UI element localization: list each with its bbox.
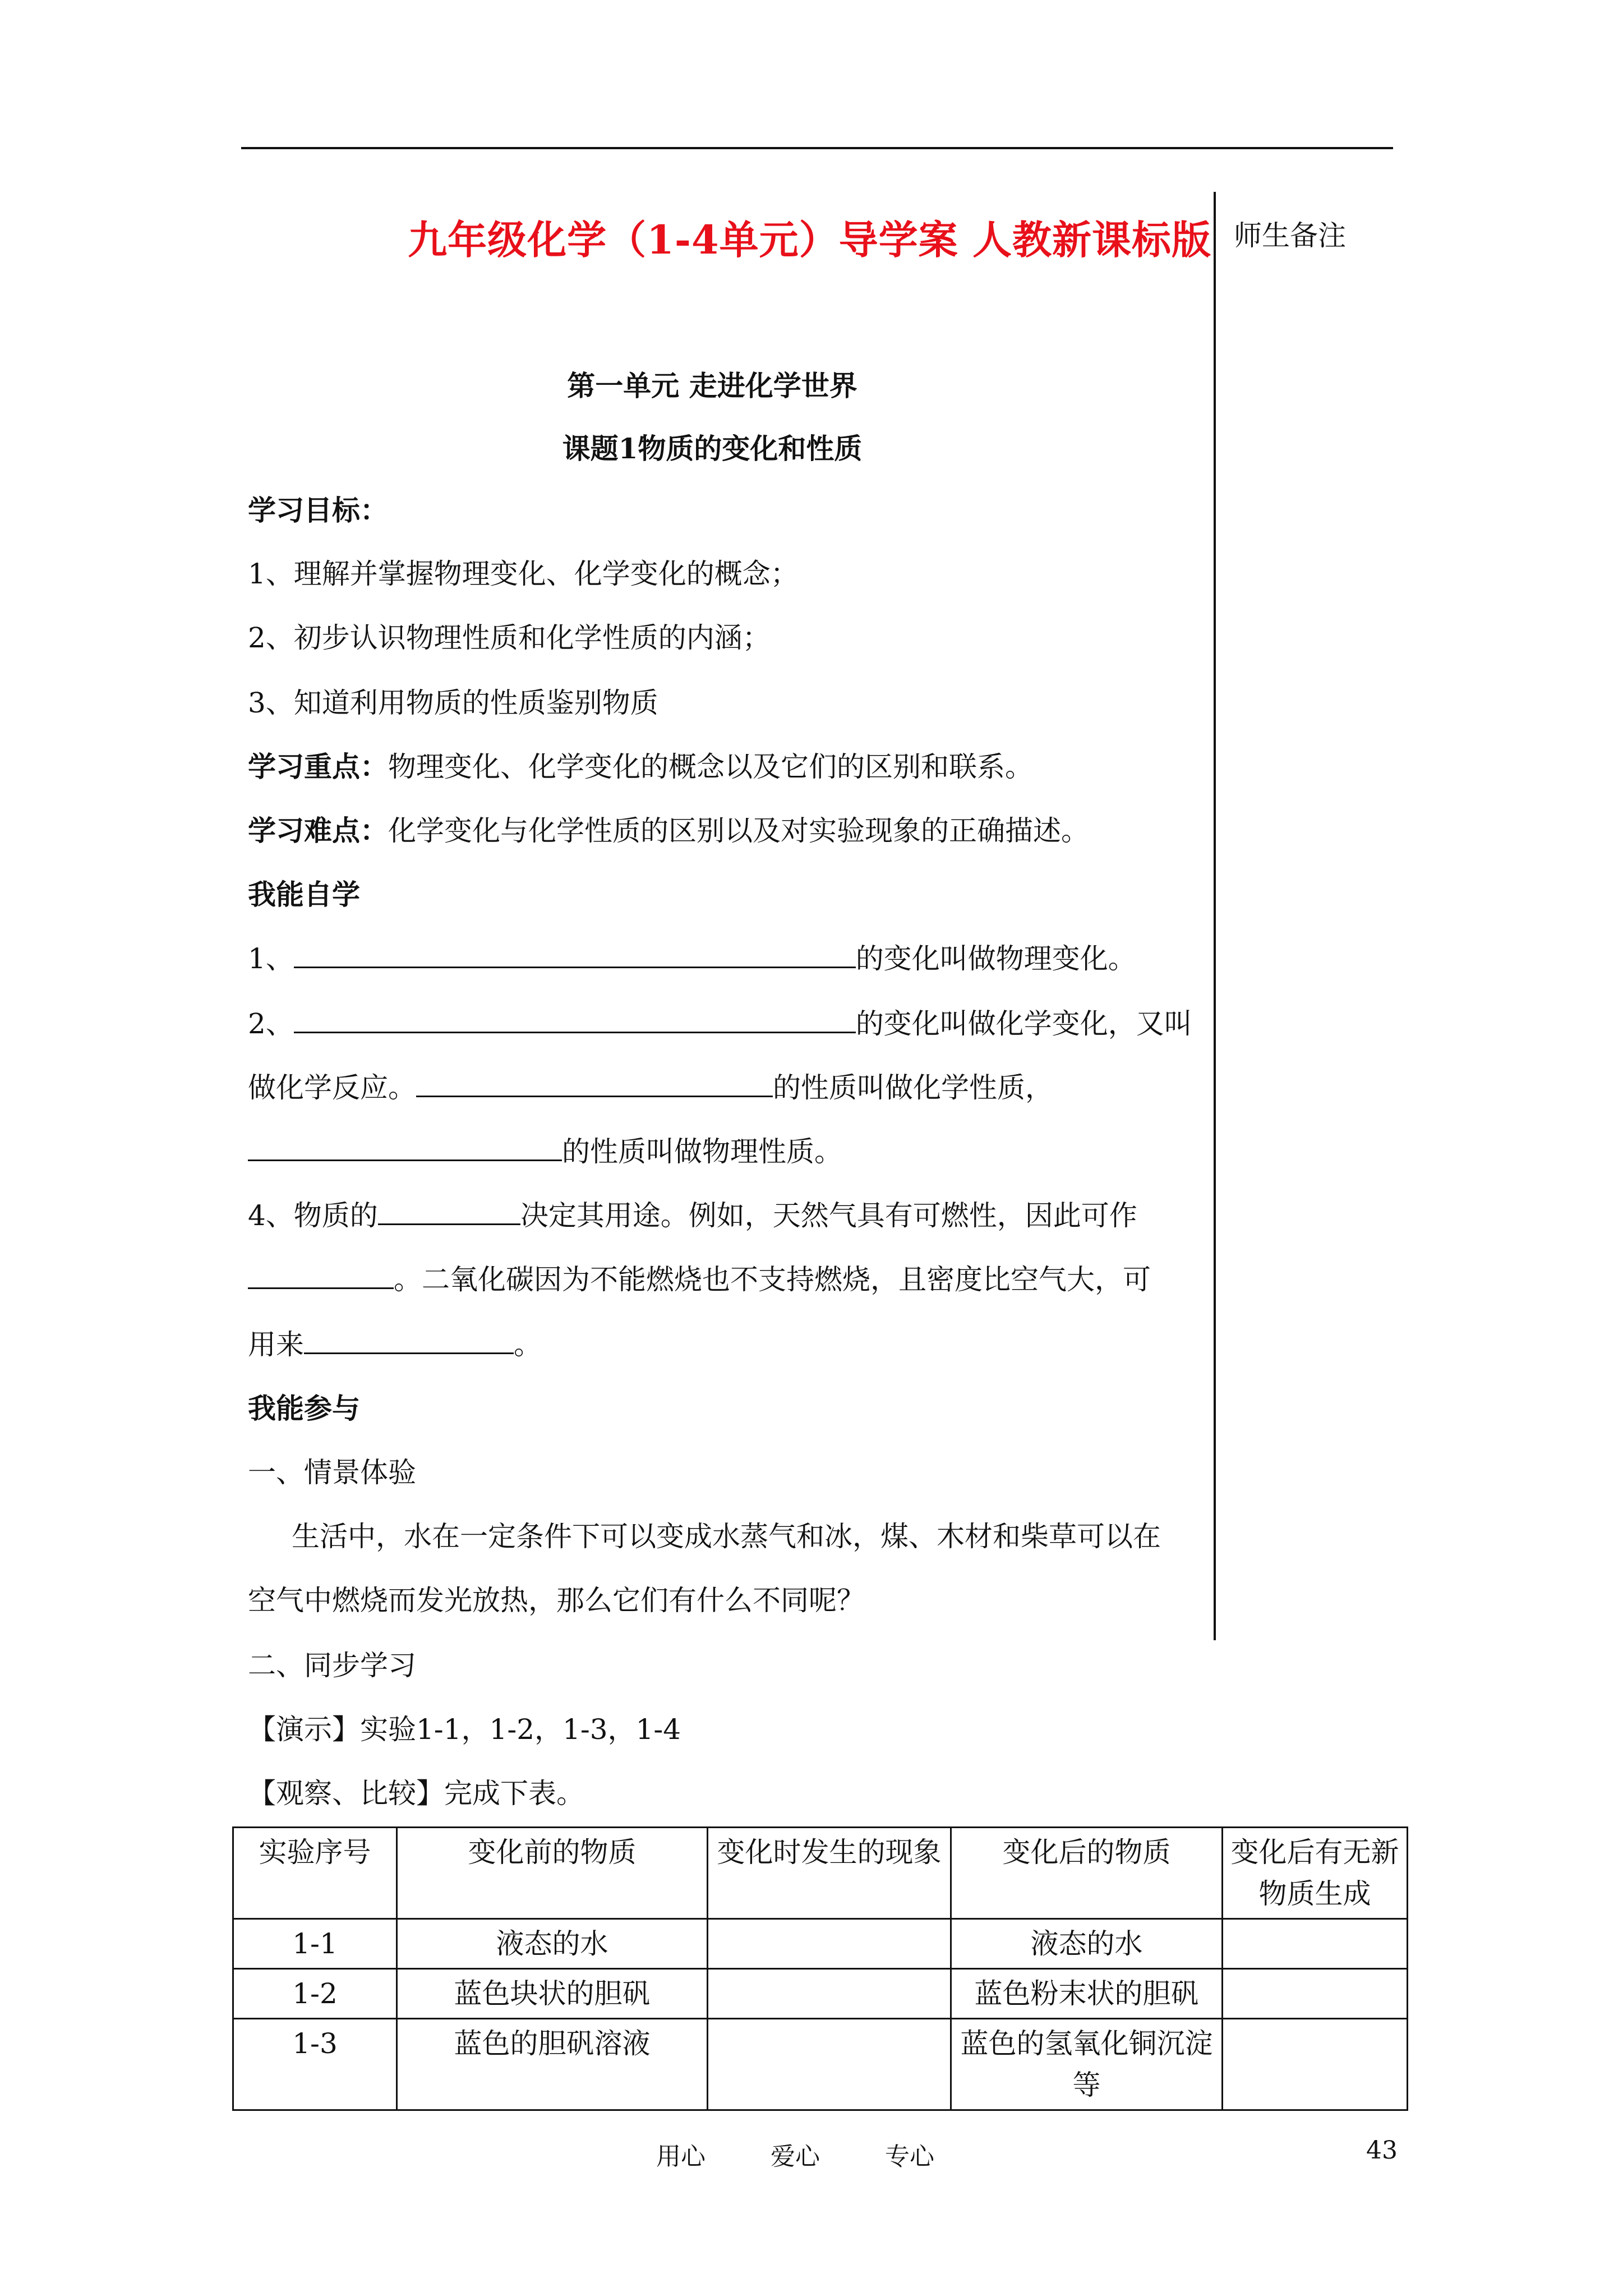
question-4-tail: 决定其用途。例如，天然气具有可燃性，因此可作 <box>520 1199 1137 1232</box>
answer-blank[interactable] <box>294 1005 856 1033</box>
observe-line: 【观察、比较】完成下表。 <box>248 1777 584 1810</box>
table-cell[interactable] <box>1223 2019 1408 2110</box>
table-row <box>233 1969 1408 2019</box>
table-header-cell: 变化前的物质 <box>397 1828 708 1919</box>
table-cell: 蓝色块状的胆矾 <box>397 1969 708 2019</box>
table-cell: 蓝色粉末状的胆矾 <box>951 1969 1223 2019</box>
question-1 <box>248 939 1136 978</box>
table-cell: 1-2 <box>233 1969 397 2019</box>
question-4 <box>248 1196 1137 1235</box>
question-1-number: 1、 <box>248 942 294 975</box>
table-cell: 蓝色的胆矾溶液 <box>397 2019 708 2110</box>
table-header-row <box>233 1828 1408 1919</box>
table-cell[interactable] <box>708 1919 951 1969</box>
table-cell: 液态的水 <box>951 1919 1223 1969</box>
table-row <box>233 2019 1408 2110</box>
table-cell: 液态的水 <box>397 1919 708 1969</box>
difficult-point-text: 化学变化与化学性质的区别以及对实验现象的正确描述。 <box>388 815 1089 847</box>
page-number: 43 <box>1366 2136 1398 2165</box>
table-cell: 1-1 <box>233 1919 397 1969</box>
table-header-cell: 变化后有无新物质生成 <box>1223 1828 1408 1919</box>
goals-heading: 学习目标： <box>248 494 388 527</box>
question-4-cont2-head: 用来 <box>248 1328 304 1361</box>
experiment-table <box>232 1826 1408 2111</box>
table-header-cell: 变化后的物质 <box>951 1828 1223 1919</box>
goal-item: 3、知道利用物质的性质鉴别物质 <box>248 687 658 719</box>
question-2-cont2-tail: 的性质叫做物理性质。 <box>562 1135 842 1168</box>
lesson-title: 课题1物质的变化和性质 <box>562 432 863 465</box>
table-row <box>233 1919 1408 1969</box>
question-4-cont <box>248 1260 1151 1299</box>
goal-item: 1、理解并掌握物理变化、化学变化的概念； <box>248 558 799 590</box>
key-point-text: 物理变化、化学变化的概念以及它们的区别和联系。 <box>388 751 1033 783</box>
question-2-cont-head: 做化学反应。 <box>248 1071 416 1104</box>
table-cell[interactable] <box>708 2019 951 2110</box>
table-cell[interactable] <box>1223 1969 1408 2019</box>
footer-word: 用心 <box>656 2142 706 2171</box>
table-cell[interactable] <box>1223 1919 1408 1969</box>
answer-blank[interactable] <box>378 1197 520 1225</box>
question-2-tail: 的变化叫做化学变化，又叫 <box>855 1007 1192 1040</box>
section-heading: 二、同步学习 <box>248 1649 416 1682</box>
question-4-cont2 <box>248 1325 542 1364</box>
participate-heading: 我能参与 <box>248 1392 360 1425</box>
table-cell[interactable] <box>708 1969 951 2019</box>
scene-paragraph: 生活中，水在一定条件下可以变成水蒸气和冰，煤、木材和柴草可以在 <box>292 1520 1161 1553</box>
answer-blank[interactable] <box>248 1260 394 1289</box>
table-header-cell: 实验序号 <box>233 1828 397 1919</box>
question-4-head: 4、物质的 <box>248 1199 378 1232</box>
question-2-cont-tail: 的性质叫做化学性质， <box>773 1071 1053 1104</box>
answer-blank[interactable] <box>248 1133 562 1161</box>
question-2 <box>248 1004 1192 1043</box>
document-title: 九年级化学（1-4单元）导学案 人教新课标版 <box>408 217 1211 263</box>
answer-blank[interactable] <box>416 1069 773 1097</box>
question-4-cont-tail: 。二氧化碳因为不能燃烧也不支持燃烧，且密度比空气大，可 <box>394 1263 1151 1296</box>
scene-paragraph: 空气中燃烧而发光放热，那么它们有什么不同呢？ <box>248 1584 865 1617</box>
answer-blank[interactable] <box>304 1326 514 1354</box>
key-point-label: 学习重点： <box>248 750 388 783</box>
margin-divider <box>1214 192 1216 1640</box>
question-2-number: 2、 <box>248 1007 294 1040</box>
difficult-point <box>248 811 1089 850</box>
question-2-cont <box>248 1068 1053 1107</box>
difficult-point-label: 学习难点： <box>248 814 388 847</box>
section-heading: 一、情景体验 <box>248 1456 416 1489</box>
footer-word: 专心 <box>885 2142 934 2171</box>
key-point <box>248 747 1033 786</box>
footer-word: 爱心 <box>771 2142 820 2171</box>
header-rule <box>241 147 1393 149</box>
demo-line: 【演示】实验1-1，1-2，1-3，1-4 <box>248 1713 681 1746</box>
table-header-cell: 变化时发生的现象 <box>708 1828 951 1919</box>
question-2-cont2 <box>248 1132 842 1171</box>
answer-blank[interactable] <box>294 940 856 968</box>
question-1-tail: 的变化叫做物理变化。 <box>855 942 1136 975</box>
question-4-cont2-tail: 。 <box>514 1328 542 1361</box>
self-study-heading: 我能自学 <box>248 878 360 911</box>
margin-note-label: 师生备注 <box>1234 219 1346 252</box>
unit-title: 第一单元 走进化学世界 <box>567 369 857 402</box>
goal-item: 2、初步认识物理性质和化学性质的内涵； <box>248 622 771 654</box>
table-cell: 蓝色的氢氧化铜沉淀等 <box>951 2019 1223 2110</box>
table-cell: 1-3 <box>233 2019 397 2110</box>
